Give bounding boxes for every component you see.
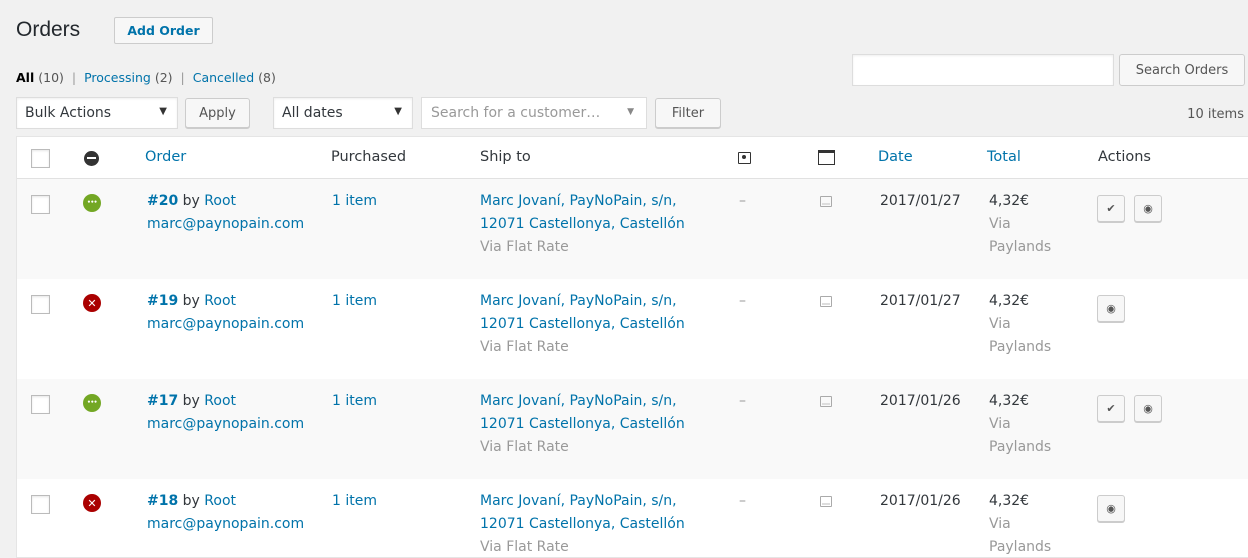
payment-via: Via [989,416,1011,432]
payment-via: Via [989,216,1011,232]
order-cell [147,290,304,336]
view-order-button[interactable] [1134,195,1162,222]
order-cell [147,490,304,536]
customer-message-cell: – [739,293,746,309]
processing-status-icon [83,394,101,412]
add-order-button[interactable]: Add Order [114,17,213,44]
ship-to-cell [480,190,685,259]
column-total[interactable]: Total [987,149,1021,165]
dropdown-arrow-icon: ▼ [394,106,402,117]
order-cell [147,190,304,236]
search-orders-input[interactable] [852,54,1114,86]
eye-icon: ◉ [1106,302,1116,315]
customer-link[interactable]: Root [204,293,237,309]
order-notes-icon [820,496,832,507]
column-actions: Actions [1098,149,1151,165]
customer-email-link[interactable]: marc@paynopain.com [147,316,305,332]
customer-link[interactable]: Root [204,193,237,209]
column-ship-to: Ship to [480,149,531,165]
customer-search-placeholder: Search for a customer… [431,105,601,121]
order-notes-icon [820,396,832,407]
order-date: 2017/01/26 [880,393,961,409]
eye-icon: ◉ [1143,402,1153,415]
ship-address-line1[interactable]: Marc Jovaní, PayNoPain, s/n, [480,393,677,409]
customer-email-link[interactable]: marc@paynopain.com [147,516,305,532]
checkmark-icon: ✔ [1106,402,1116,415]
order-cell [147,390,304,436]
ship-to-cell [480,390,685,459]
ship-address-line2[interactable]: 12071 Castellonya, Castellón [480,216,685,232]
complete-order-button[interactable] [1097,195,1125,222]
search-orders-button[interactable]: Search Orders [1119,54,1245,86]
filter-processing[interactable]: Processing [84,70,151,85]
total-cell [989,490,1051,558]
dates-select[interactable] [273,97,413,129]
ship-to-cell [480,290,685,359]
order-by-label: by [182,193,200,209]
row-checkbox[interactable] [31,295,50,314]
dropdown-arrow-icon: ▼ [159,106,167,117]
row-checkbox[interactable] [31,495,50,514]
customer-search-select[interactable] [421,97,647,129]
order-by-label: by [182,493,200,509]
ship-to-cell [480,490,685,558]
order-by-label: by [182,393,200,409]
eye-icon: ◉ [1106,502,1116,515]
view-order-button[interactable] [1097,295,1125,322]
filter-cancelled-count: (8) [258,70,276,85]
customer-link[interactable]: Root [204,393,237,409]
filter-button[interactable]: Filter [655,98,721,128]
status-icon [84,151,99,166]
customer-email-link[interactable]: marc@paynopain.com [147,416,305,432]
table-row [17,479,1248,558]
order-by-label: by [182,293,200,309]
dropdown-arrow-icon: ▼ [627,107,634,117]
table-row [17,379,1248,479]
customer-link[interactable]: Root [204,493,237,509]
order-total: 4,32€ [989,193,1030,209]
page-title: Orders [16,18,81,41]
table-header [17,137,1248,179]
purchased-link[interactable]: 1 item [332,393,377,409]
table-row [17,179,1248,279]
order-total: 4,32€ [989,293,1030,309]
payment-gateway: Paylands [989,439,1052,455]
eye-icon: ◉ [1143,202,1153,215]
total-cell [989,390,1051,459]
checkmark-icon: ✔ [1106,202,1116,215]
filter-separator: | [71,70,77,85]
order-number-link[interactable]: #20 [147,193,179,209]
ship-method: Via Flat Rate [480,539,569,555]
purchased-link[interactable]: 1 item [332,193,377,209]
order-number-link[interactable]: #17 [147,393,179,409]
payment-gateway: Paylands [989,239,1052,255]
ship-address-line1[interactable]: Marc Jovaní, PayNoPain, s/n, [480,293,677,309]
processing-status-icon [83,194,101,212]
ship-address-line1[interactable]: Marc Jovaní, PayNoPain, s/n, [480,493,677,509]
purchased-link[interactable]: 1 item [332,493,377,509]
ship-address-line2[interactable]: 12071 Castellonya, Castellón [480,416,685,432]
customer-message-cell: – [739,493,746,509]
view-order-button[interactable] [1097,495,1125,522]
ship-address-line2[interactable]: 12071 Castellonya, Castellón [480,316,685,332]
payment-gateway: Paylands [989,339,1052,355]
order-total: 4,32€ [989,493,1030,509]
column-order[interactable]: Order [145,149,187,165]
column-date[interactable]: Date [878,149,913,165]
view-order-button[interactable] [1134,395,1162,422]
payment-via: Via [989,516,1011,532]
row-checkbox[interactable] [31,395,50,414]
filter-separator: | [180,70,185,85]
column-purchased: Purchased [331,149,407,165]
table-row [17,279,1248,379]
filter-all-count: (10) [38,70,64,85]
orders-table [16,136,1248,558]
purchased-link[interactable]: 1 item [332,293,377,309]
ship-method: Via Flat Rate [480,439,569,455]
filter-cancelled[interactable]: Cancelled [192,70,255,85]
filter-processing-count: (2) [154,70,173,85]
order-total: 4,32€ [989,393,1030,409]
order-number-link[interactable]: #19 [147,293,179,309]
cancelled-status-icon [83,294,101,312]
order-date: 2017/01/26 [880,493,961,509]
payment-via: Via [989,316,1011,332]
status-filter-links [16,70,276,85]
select-all-checkbox[interactable] [31,149,50,168]
customer-message-icon [738,152,751,164]
bulk-actions-value: Bulk Actions [25,105,112,121]
total-cell [989,190,1051,259]
total-cell [989,290,1051,359]
filter-all[interactable]: All [16,70,35,85]
customer-email-link[interactable]: marc@paynopain.com [147,216,305,232]
row-checkbox[interactable] [31,195,50,214]
dates-value: All dates [282,105,343,121]
order-notes-icon [820,296,832,307]
customer-message-cell: – [739,193,746,209]
order-notes-icon [818,150,835,165]
complete-order-button[interactable] [1097,395,1125,422]
bulk-actions-select[interactable] [16,97,178,129]
apply-button[interactable]: Apply [185,98,250,128]
ship-method: Via Flat Rate [480,239,569,255]
order-date: 2017/01/27 [880,293,961,309]
ship-address-line1[interactable]: Marc Jovaní, PayNoPain, s/n, [480,193,677,209]
cancelled-status-icon [83,494,101,512]
items-count: 10 items [1187,107,1244,122]
payment-gateway: Paylands [989,539,1052,555]
customer-message-cell: – [739,393,746,409]
order-notes-icon [820,196,832,207]
order-date: 2017/01/27 [880,193,961,209]
ship-method: Via Flat Rate [480,339,569,355]
order-number-link[interactable]: #18 [147,493,179,509]
ship-address-line2[interactable]: 12071 Castellonya, Castellón [480,516,685,532]
